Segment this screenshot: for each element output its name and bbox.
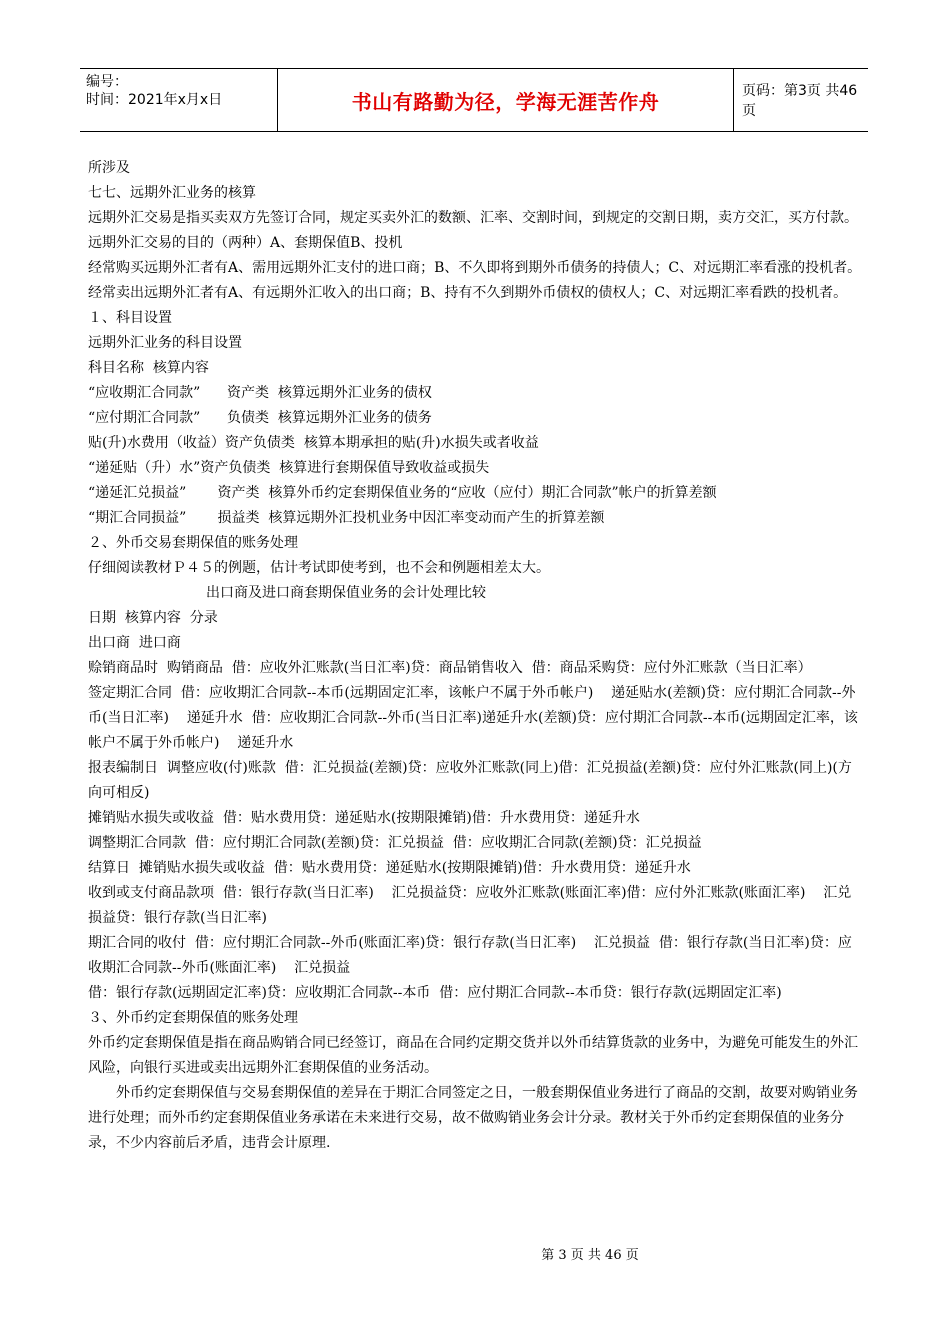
paragraph: 摊销贴水损失或收益 借：贴水费用贷：递延贴水(按期限摊销)借：升水费用贷：递延升水 xyxy=(88,810,640,826)
paragraph: 所涉及 xyxy=(88,160,130,176)
paragraph: 经常购买远期外汇者有A、需用远期外汇支付的进口商；B、不久即将到期外币债务的持债人；C、对远期汇率看涨的投机者。经常卖出远期外汇者有A、有远期外汇收入的出口商；B、持有不久到期外币债权的债权人；C、对远期汇率看跌的投机者。 xyxy=(88,260,862,301)
paragraph: 贴(升)水费用（收益）资产负债类 核算本期承担的贴(升)水损失或者收益 xyxy=(88,435,539,451)
paragraph: 调整期汇合同款 借：应付期汇合同款(差额)贷：汇兑损益 借：应收期汇合同款(差额)贷：汇兑损益 xyxy=(88,835,702,851)
paragraph: 收到或支付商品款项 借：银行存款(当日汇率) 汇兑损益贷：应收外汇账款(账面汇率)借：应付外汇账款(账面汇率) 汇兑损益贷：银行存款(当日汇率) xyxy=(88,885,852,926)
paragraph: “应收期汇合同款” 资产类 核算远期外汇业务的债权 xyxy=(88,385,432,401)
section-heading: ３、外币约定套期保值的账务处理 xyxy=(88,1010,298,1026)
paragraph: 赊销商品时 购销商品 借：应收外汇账款(当日汇率)贷：商品销售收入 借：商品采购贷：应付外汇账款（当日汇率） xyxy=(88,660,812,676)
paragraph: 远期外汇业务的科目设置 xyxy=(88,335,242,351)
header-motto-cell xyxy=(278,69,734,131)
paragraph: 科目名称 核算内容 xyxy=(88,360,209,376)
paragraph: 外币约定套期保值是指在商品购销合同已经签订，商品在合同约定期交货并以外币结算货款的业务中，为避免可能发生的外汇风险，向银行买进或卖出远期外汇套期保值的业务活动。 xyxy=(88,1035,858,1076)
time-label: 时间：2021年x月x日 xyxy=(86,92,223,108)
paragraph: 借：银行存款(远期固定汇率)贷：应收期汇合同款--本币 借：应付期汇合同款--本币贷：银行存款(远期固定汇率) xyxy=(88,985,782,1001)
paragraph: 外币约定套期保值与交易套期保值的差异在于期汇合同签定之日，一般套期保值业务进行了商品的交割，故要对购销业务进行处理；而外币约定套期保值业务承诺在未来进行交易，故不做购销业务会计分录。教材关于外币约定套期保值的业务分录，不少内容前后矛盾，违背会计原理. xyxy=(88,1085,858,1151)
section-heading: １、科目设置 xyxy=(88,310,172,326)
document-body xyxy=(88,156,864,1156)
paragraph: 日期 核算内容 分录 xyxy=(88,610,218,626)
paragraph: 出口商 进口商 xyxy=(88,635,181,651)
footer-page-number: 第 3 页 共 46 页 xyxy=(541,1248,639,1263)
header-meta xyxy=(80,69,278,131)
page-footer xyxy=(0,1244,950,1263)
page-header xyxy=(80,68,868,132)
header-page-cell xyxy=(734,69,868,131)
paragraph: 结算日 摊销贴水损失或收益 借：贴水费用贷：递延贴水(按期限摊销)借：升水费用贷：递延升水 xyxy=(88,860,691,876)
paragraph: 仔细阅读教材Ｐ４５的例题，估计考试即使考到，也不会和例题相差太大。 xyxy=(88,560,550,576)
motto: 书山有路勤为径，学海无涯苦作舟 xyxy=(351,89,660,114)
page-label: 页码：第3页 共46页 xyxy=(742,83,858,119)
table-caption: 出口商及进口商套期保值业务的会计处理比较 xyxy=(206,585,486,601)
paragraph: “递延贴（升）水”资产负债类 核算进行套期保值导致收益或损失 xyxy=(88,460,490,476)
section-heading: 七七、远期外汇业务的核算 xyxy=(88,185,256,201)
number-label: 编号： xyxy=(86,74,128,90)
paragraph: 签定期汇合同 借：应收期汇合同款--本币(远期固定汇率，该帐户不属于外币帐户) 递延贴水(差额)贷：应付期汇合同款--外币(当日汇率) 递延升水 借：应收期汇合同款--外币(当日汇率)递延升水(差额)贷：应付期汇合同款--本币(远期固定汇率，该帐户不属于外币帐户) 递延升水 xyxy=(88,685,858,751)
paragraph: 报表编制日 调整应收(付)账款 借：汇兑损益(差额)贷：应收外汇账款(同上)借：汇兑损益(差额)贷：应付外汇账款(同上)(方向可相反) xyxy=(88,760,852,801)
paragraph: “期汇合同损益” 损益类 核算远期外汇投机业务中因汇率变动而产生的折算差额 xyxy=(88,510,605,526)
paragraph: “递延汇兑损益” 资产类 核算外币约定套期保值业务的“应收（应付）期汇合同款”帐户的折算差额 xyxy=(88,485,717,501)
paragraph: 远期外汇交易是指买卖双方先签订合同，规定买卖外汇的数额、汇率、交割时间，到规定的交割日期，卖方交汇，买方付款。远期外汇交易的目的（两种）A、套期保值B、投机 xyxy=(88,210,858,251)
paragraph: “应付期汇合同款” 负债类 核算远期外汇业务的债务 xyxy=(88,410,432,426)
section-heading: ２、外币交易套期保值的账务处理 xyxy=(88,535,298,551)
paragraph: 期汇合同的收付 借：应付期汇合同款--外币(账面汇率)贷：银行存款(当日汇率) 汇兑损益 借：银行存款(当日汇率)贷：应收期汇合同款--外币(账面汇率) 汇兑损益 xyxy=(88,935,852,976)
